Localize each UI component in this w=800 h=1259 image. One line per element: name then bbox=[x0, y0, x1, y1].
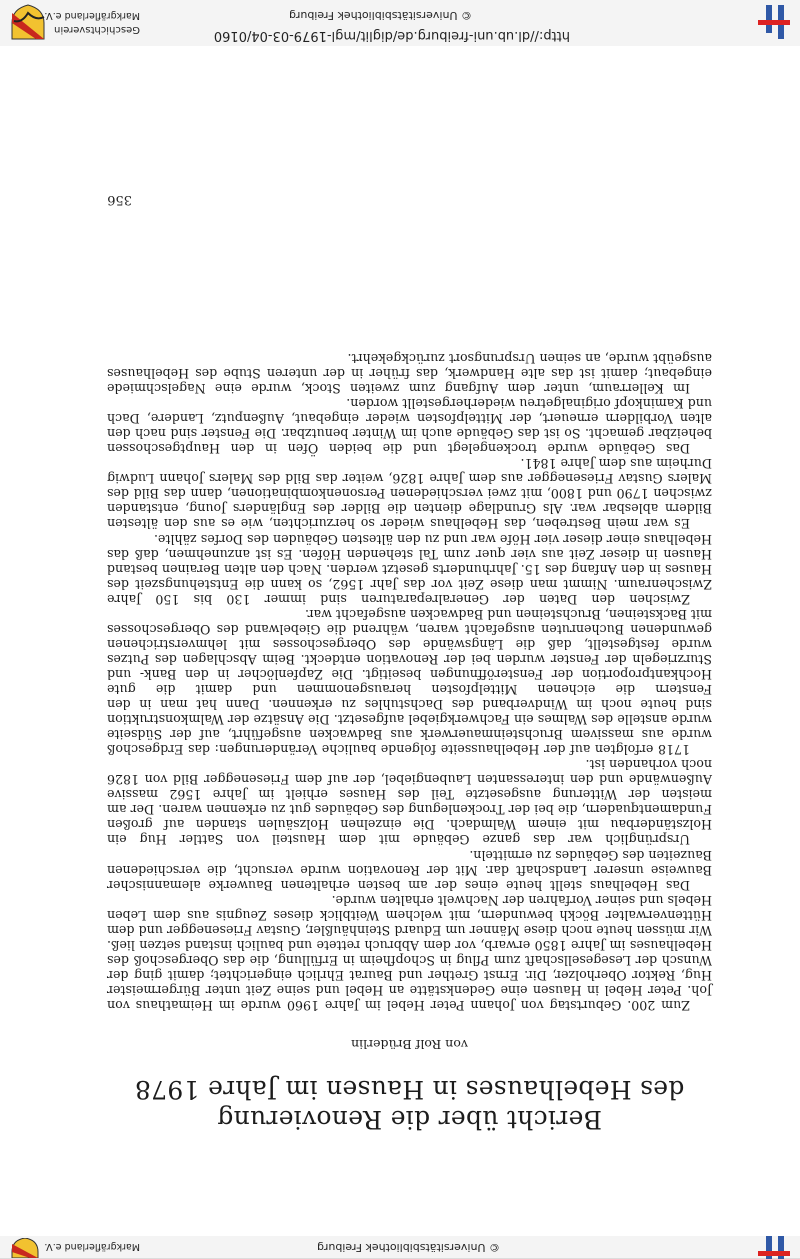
paragraph-7: Das Gebäude wurde trockengelegt und die beiden Öfen in den Hauptgeschossen beheizbar gemacht. So ist das Gebäude auch im Winter benutzbar. Die Fenster sind nach den alten Vorbildern erneuert, der Mittelpfosten wieder eingebaut, Außenputz, Landere, Dach und Kaminkopf originalgetreu wiederhergestellt worden. bbox=[107, 396, 712, 457]
footer-society: Markgräflerland e.V. bbox=[44, 1241, 140, 1252]
society-crest-icon-footer bbox=[10, 1238, 40, 1258]
viewer-header-bar bbox=[0, 0, 800, 46]
paragraph-8: Im Kellerraum, unter dem Aufgang zum zweiten Stock, wurde eine Nagelschmiede eingebaut; damit ist das alte Handwerk, das früher in der unteren Stube des Hebelhauses ausgeübt wurde, an seinen Ursprungsort zurückgekehrt. bbox=[107, 350, 712, 397]
university-logo-icon-footer bbox=[756, 1234, 792, 1259]
article-author: von Rolf Brüderlin bbox=[351, 1037, 468, 1052]
footer-copyright: © Universitätsbibliothek Freiburg bbox=[317, 1241, 500, 1254]
paragraph-5: Zwischen den Daten der Generalreparaturen sind immer 130 bis 150 Jahre Zwischenraum. Nimmt man diese Zeit vor das Jahr 1562, so kann die Entstehungszeit des Hauses in den Anfang des 15. Jahrhunderts gesetzt werden. Nach den alten Berainen bestand Hausen in dieser Zeit aus vier quer zum Tal stehenden Höfen. Es ist anzunehmen, daß das Hebelhaus einer dieser vier Höfe war und zu den ältesten Gebäuden des Dorfes zählte. bbox=[107, 531, 712, 607]
society-crest-icon bbox=[8, 3, 48, 43]
article-body bbox=[107, 351, 712, 1134]
paragraph-3: Ursprünglich war das ganze Gebäude mit dem Hausteil von Sattler Hug ein Holzständerbau mit einem Walmdach. Die einzelnen Holzsäulen standen auf großen Fundamentquadern, die bei der Trockenlegung des Gebäudes gut zu erkennen waren. Der am meisten der Witterung ausgesetzte Teil des Hauses erhielt im Jahre 1562 massive Außenwände und den interessanten Laubengiebel, der auf dem Friesenegger Bild von 1826 noch vorhanden ist. bbox=[107, 757, 712, 848]
society-subtitle: Markgräflerland e.V. bbox=[44, 10, 140, 21]
university-logo-icon bbox=[756, 3, 792, 43]
source-url[interactable]: http://dl.ub.uni-freiburg.de/diglit/mgl-1979-03-04/0160 bbox=[213, 28, 570, 43]
paragraph-4: 1718 erfolgten auf der Hebelhausseite folgende bauliche Veränderungen: das Erdgeschoß wurde aus massivem Bruchsteinmauerwerk aus Badwacken ausgeführt, auf der Südseite wurde anstelle des Walmes ein Fachwerkgiebel aufgesetzt. Die Ansätze der Walmkonstruktion sind heute noch im Windverband des Dachstuhles zu erkennen. Dann hat man in den Fenstern die eichenen Mittelpfosten herausgenommen und damit die gute Hochkantproportion der Fensteröffnungen beseitigt. Die Zapfenlöcher in den Bank- und Sturzriegeln der Fenster wurden bei der Renovation entdeckt. Beim Abschlagen des Putzes wurde festgestellt, daß die Längswände des Obergeschosses mit lehmverstrichenen gewundenen Buchenruten ausgefacht waren, während die Giebelwand des Obergeschosses mit Backsteinen, Bruchsteinen und Badwacken ausgefacht war. bbox=[107, 606, 712, 758]
article-title-line-2: des Hebelhauses in Hausen im Jahre 1978 bbox=[134, 1075, 685, 1104]
paragraph-2: Das Hebelhaus stellt heute eines der am besten erhaltenen Bauwerke alemannischer Bauweise unserer Landschaft dar. Mit der Renovation wurde versucht, die verschiedenen Bauzeiten des Gebäudes zu ermitteln. bbox=[107, 847, 712, 893]
copyright-note: © Universitätsbibliothek Freiburg bbox=[289, 9, 472, 22]
society-name: Geschichtsverein bbox=[54, 24, 140, 35]
paragraph-6: Es war mein Bestreben, das Hebelhaus wieder so herzurichten, wie es aus den ältesten Bildern ablesbar war. Als Grundlage dienten die Bilder des Engländers Joung, entstanden zwischen 1790 und 1800, mit zwei verschiedenen Personenkombinationen, dann das Bild des Malers Gustav Friesenegger aus dem Jahre 1826, weiter das Bild des Malers Johann Ludwig Durheim aus dem Jahre 1841. bbox=[107, 456, 712, 532]
article-title-line-1: Bericht über die Renovierung bbox=[217, 1105, 602, 1134]
page-number: 356 bbox=[107, 192, 132, 207]
viewer-footer-bar bbox=[0, 1236, 800, 1259]
paragraph-1: Zum 200. Geburtstag von Johann Peter Hebel im Jahre 1960 wurde im Heimathaus von Joh. Peter Hebel in Hausen eine Gedenkstätte an Hebel und seine Zeit unter Bürgermeister Hug, Rektor Oberholzer, Dir. Ernst Grether und Baurat Ehrlich eingerichtet; damit ging der Wunsch der Lesegesellschaft zum Pflug in Schopfheim in Erfüllung, die das Obergeschoß des Hebelhauses im Jahre 1850 erwarb, vor dem Abbruch rettete und baulich instand setzen ließ. Wir müssen heute noch diese Männer um Eduard Steinhäußler, Gustav Friesenegger und dem Hüttenverwalter Böckh bewundern, mit welchem Weitblick dieses Zeugnis aus dem Leben Hebels und seiner Vorfahren der Nachwelt erhalten wurde. bbox=[107, 892, 712, 1013]
